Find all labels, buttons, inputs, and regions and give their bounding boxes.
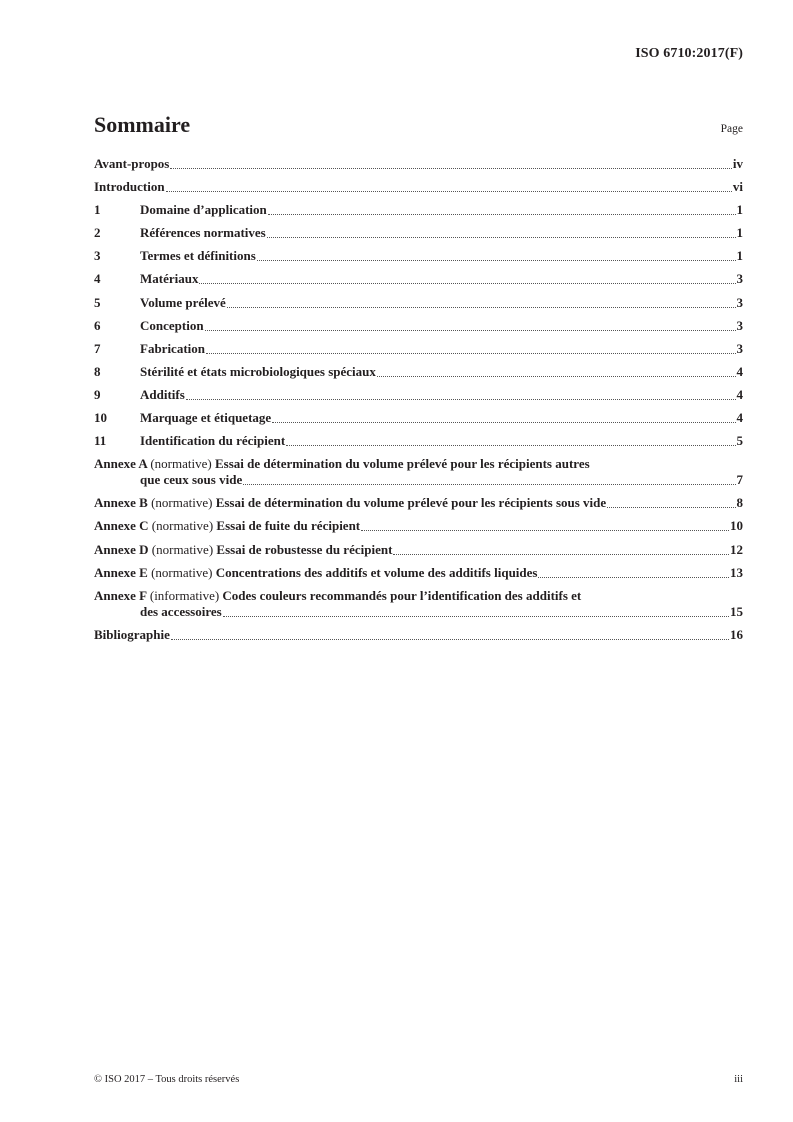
dot-leader (205, 329, 736, 331)
toc-entry-2[interactable]: 2 Références normatives 1 (94, 225, 743, 241)
dot-leader (538, 576, 729, 578)
dot-leader (361, 529, 729, 531)
toc-entry-introduction[interactable]: Introduction vi (94, 179, 743, 195)
dot-leader (170, 167, 732, 169)
dot-leader (268, 213, 736, 215)
toc-entry-9[interactable]: 9 Additifs 4 (94, 386, 743, 402)
toc-entry-6[interactable]: 6 Conception 3 (94, 317, 743, 333)
toc-entry-7[interactable]: 7 Fabrication 3 (94, 340, 743, 356)
dot-leader (243, 483, 735, 485)
toc-entry-annexe-c[interactable]: Annexe C (normative) Essai de fuite du récipient 10 (94, 518, 743, 534)
toc-entry-5[interactable]: 5 Volume prélevé 3 (94, 294, 743, 310)
copyright-notice: © ISO 2017 – Tous droits réservés (94, 1074, 240, 1085)
toc-entry-3[interactable]: 3 Termes et définitions 1 (94, 248, 743, 264)
dot-leader (286, 444, 735, 446)
toc-entry-11[interactable]: 11 Identification du récipient 5 (94, 433, 743, 449)
dot-leader (377, 375, 736, 377)
dot-leader (199, 282, 735, 284)
toc-entry-8[interactable]: 8 Stérilité et états microbiologiques spéciaux 4 (94, 363, 743, 379)
toc-entry-10[interactable]: 10 Marquage et étiquetage 4 (94, 410, 743, 426)
toc-entry-4[interactable]: 4 Matériaux 3 (94, 271, 743, 287)
toc-entry-annexe-d[interactable]: Annexe D (normative) Essai de robustesse du récipient 12 (94, 541, 743, 557)
dot-leader (267, 236, 736, 238)
toc-entry-annexe-f[interactable]: Annexe F (informative) Codes couleurs recommandés pour l’identification des additifs et des accessoires 15 (94, 587, 743, 619)
page-title: Sommaire (94, 112, 191, 137)
page-footer (94, 1074, 743, 1085)
toc-entry-bibliographie[interactable]: Bibliographie 16 (94, 626, 743, 642)
dot-leader (166, 190, 732, 192)
dot-leader (227, 306, 736, 308)
dot-leader (393, 553, 729, 555)
table-of-contents (94, 156, 743, 650)
page-column-label: Page (720, 123, 743, 135)
dot-leader (171, 638, 729, 640)
toc-entry-annexe-e[interactable]: Annexe E (normative) Concentrations des additifs et volume des additifs liquides 13 (94, 564, 743, 580)
title-row (94, 112, 743, 138)
toc-entry-1[interactable]: 1 Domaine d’application 1 (94, 202, 743, 218)
dot-leader (186, 398, 736, 400)
dot-leader (257, 259, 736, 261)
document-id: ISO 6710:2017(F) (635, 46, 743, 61)
dot-leader (607, 506, 735, 508)
toc-entry-avant-propos[interactable]: Avant-propos iv (94, 156, 743, 171)
dot-leader (206, 352, 736, 354)
dot-leader (223, 615, 729, 617)
toc-entry-annexe-a[interactable]: Annexe A (normative) Essai de détermination du volume prélevé pour les récipients autres que ceux sous vide 7 (94, 456, 743, 488)
dot-leader (272, 421, 735, 423)
toc-entry-annexe-b[interactable]: Annexe B (normative) Essai de détermination du volume prélevé pour les récipients sous vide 8 (94, 495, 743, 511)
page-number: iii (734, 1074, 743, 1085)
